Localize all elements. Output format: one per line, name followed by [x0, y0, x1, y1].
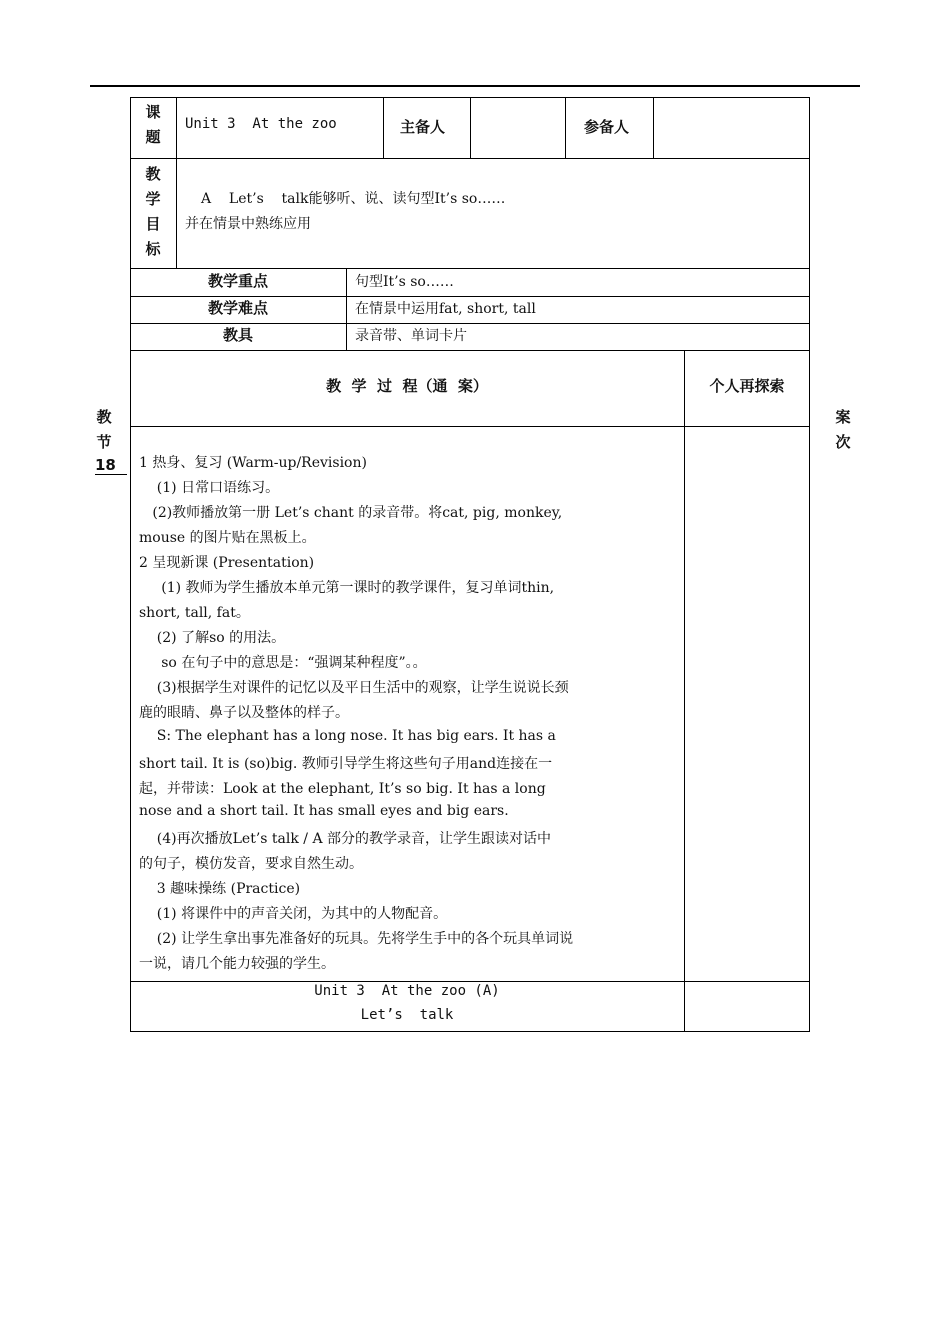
process-line: 鹿的眼睛、鼻子以及整体的样子。	[139, 705, 349, 721]
footer-line-1: Unit 3 At the zoo (A)	[314, 983, 500, 999]
process-line: (1) 教师为学生播放本单元第一课时的教学课件，复习单词thin,	[139, 580, 555, 596]
footer-line-2: Let’s talk	[360, 1007, 454, 1023]
process-line: (2) 让学生拿出事先准备好的玩具。先将学生手中的各个玩具单词说	[139, 931, 574, 947]
process-line: so 在句子中的意思是：“强调某种程度”。。	[139, 655, 427, 671]
process-line: (2)教师播放第一册 Let’s chant 的录音带。将cat, pig, monkey,	[139, 505, 563, 521]
focus-value: 句型It’s so……	[355, 274, 454, 290]
process-line: 3 趣味操练 (Practice)	[139, 881, 301, 897]
process-line: (1) 日常口语练习。	[139, 480, 280, 496]
process-line: (2) 了解so 的用法。	[139, 630, 286, 646]
assist-preparer-label: 参备人	[584, 118, 630, 136]
process-line: mouse 的图片贴在黑板上。	[139, 530, 316, 546]
process-line: 1 热身、复习 (Warm-up/Revision)	[139, 455, 367, 471]
tools-label: 教具	[222, 326, 253, 344]
lesson-title: Unit 3 At the zoo	[185, 116, 337, 132]
focus-label: 教学重点	[207, 272, 268, 290]
process-line: (3)根据学生对课件的记忆以及平日生活中的观察，让学生说说长颈	[139, 680, 569, 696]
margin-right-label-1: 案	[835, 408, 851, 426]
personal-exploration-header: 个人再探索	[709, 377, 785, 395]
process-line: (4)再次播放Let’s talk / A 部分的教学录音，让学生跟读对话中	[139, 831, 552, 847]
lead-preparer-label: 主备人	[400, 118, 446, 136]
difficulty-value: 在情景中运用fat, short, tall	[355, 301, 536, 317]
margin-right-label-2: 次	[835, 433, 851, 451]
tools-value: 录音带、单词卡片	[355, 328, 467, 344]
objective-line-1: A Let’s talk能够听、说、读句型It’s so……	[201, 191, 506, 207]
row1-label-1: 课	[145, 103, 161, 121]
process-line: 2 呈现新课 (Presentation)	[139, 555, 315, 571]
process-line: 起，并带读：Look at the elephant, It’s so big. It has a long	[139, 781, 546, 797]
margin-left-number: 18	[95, 456, 127, 475]
header-rule	[90, 85, 860, 87]
process-line: short, tall, fat。	[139, 605, 250, 621]
row2-label-2: 学	[145, 190, 161, 208]
process-header: 教 学 过 程（通 案）	[326, 377, 488, 395]
row2-label-3: 目	[145, 215, 161, 233]
margin-left-label-2: 节	[96, 433, 112, 451]
process-line: S: The elephant has a long nose. It has big ears. It has a	[139, 728, 556, 744]
objective-line-2: 并在情景中熟练应用	[185, 216, 311, 232]
row1-label-2: 题	[145, 128, 161, 146]
process-line: short tail. It is (so)big. 教师引导学生将这些句子用and连接在一	[139, 756, 553, 772]
process-line: 的句子，模仿发音，要求自然生动。	[139, 856, 363, 872]
process-line: (1) 将课件中的声音关闭，为其中的人物配音。	[139, 906, 448, 922]
row2-label-4: 标	[145, 240, 161, 258]
row2-label-1: 教	[145, 165, 161, 183]
process-line: 一说，请几个能力较强的学生。	[139, 956, 335, 972]
margin-left-label-1: 教	[96, 408, 112, 426]
process-line: nose and a short tail. It has small eyes and big ears.	[139, 803, 509, 819]
difficulty-label: 教学难点	[207, 299, 268, 317]
